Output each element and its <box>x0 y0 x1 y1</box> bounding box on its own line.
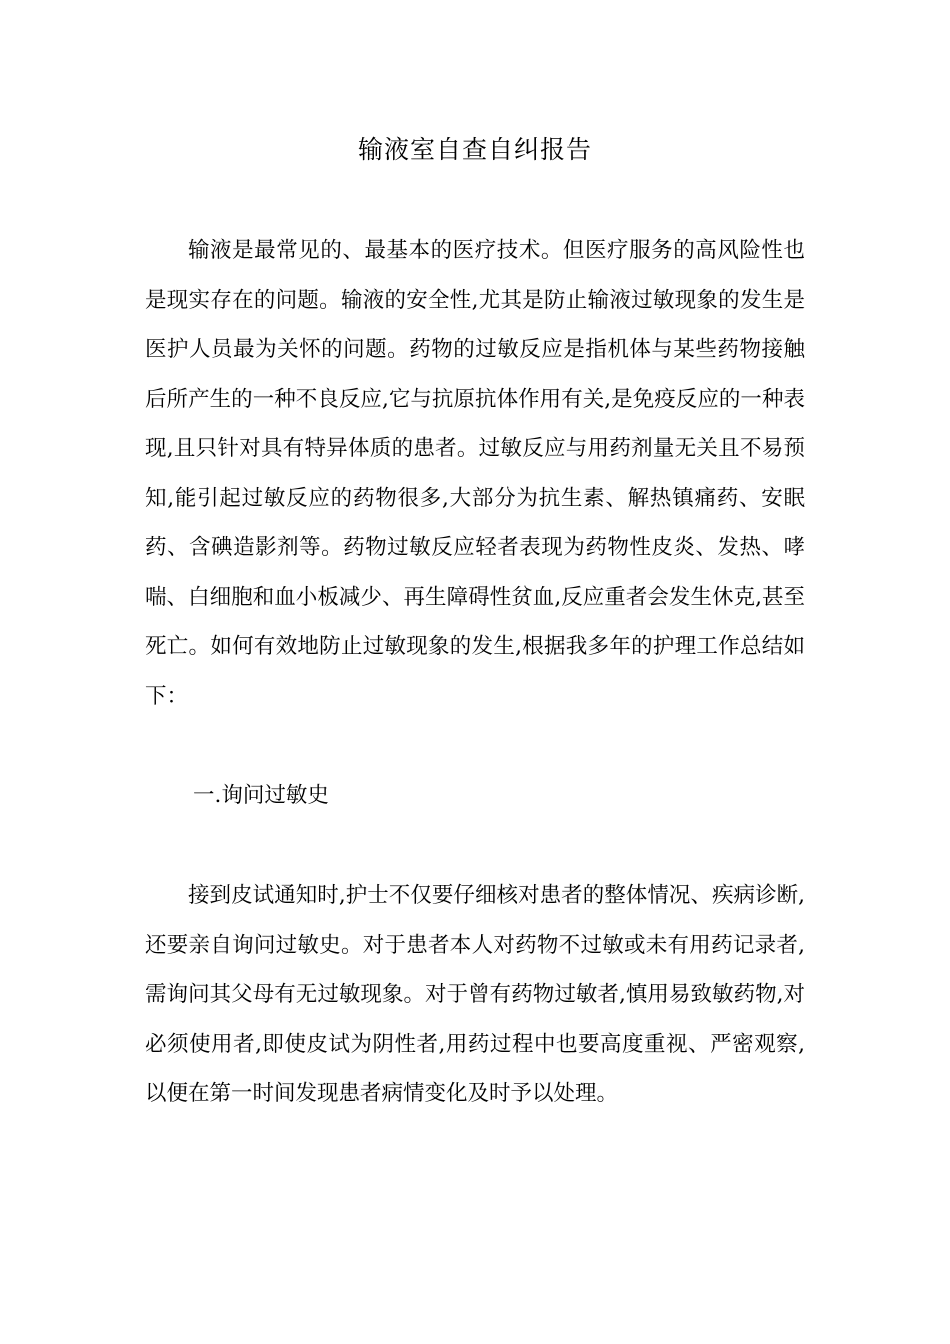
section-paragraph: 接到皮试通知时,护士不仅要仔细核对患者的整体情况、疾病诊断,还要亲自询问过敏史。对于患者本人对药物不过敏或未有用药记录者,需询问其父母有无过敏现象。对于曾有药物过敏者,慎用易致敏药物,对必须使用者,即使皮试为阴性者,用药过程中也要高度重视、严密观察,以便在第一时间发现患者病情变化及时予以处理。 <box>145 883 805 1106</box>
intro-paragraph: 输液是最常见的、最基本的医疗技术。但医疗服务的高风险性也是现实存在的问题。输液的安全性,尤其是防止输液过敏现象的发生是医护人员最为关怀的问题。药物的过敏反应是指机体与某些药物接触后所产生的一种不良反应,它与抗原抗体作用有关,是免疫反应的一种表现,且只针对具有特异体质的患者。过敏反应与用药剂量无关且不易预知,能引起过敏反应的药物很多,大部分为抗生素、解热镇痛药、安眠药、含碘造影剂等。药物过敏反应轻者表现为药物性皮炎、发热、哮喘、白细胞和血小板减少、再生障碍性贫血,反应重者会发生休克,甚至死亡。如何有效地防止过敏现象的发生,根据我多年的护理工作总结如下： <box>145 238 805 709</box>
document-title: 输液室自查自纠报告 <box>357 135 592 164</box>
section-heading: 一.询问过敏史 <box>193 783 329 808</box>
